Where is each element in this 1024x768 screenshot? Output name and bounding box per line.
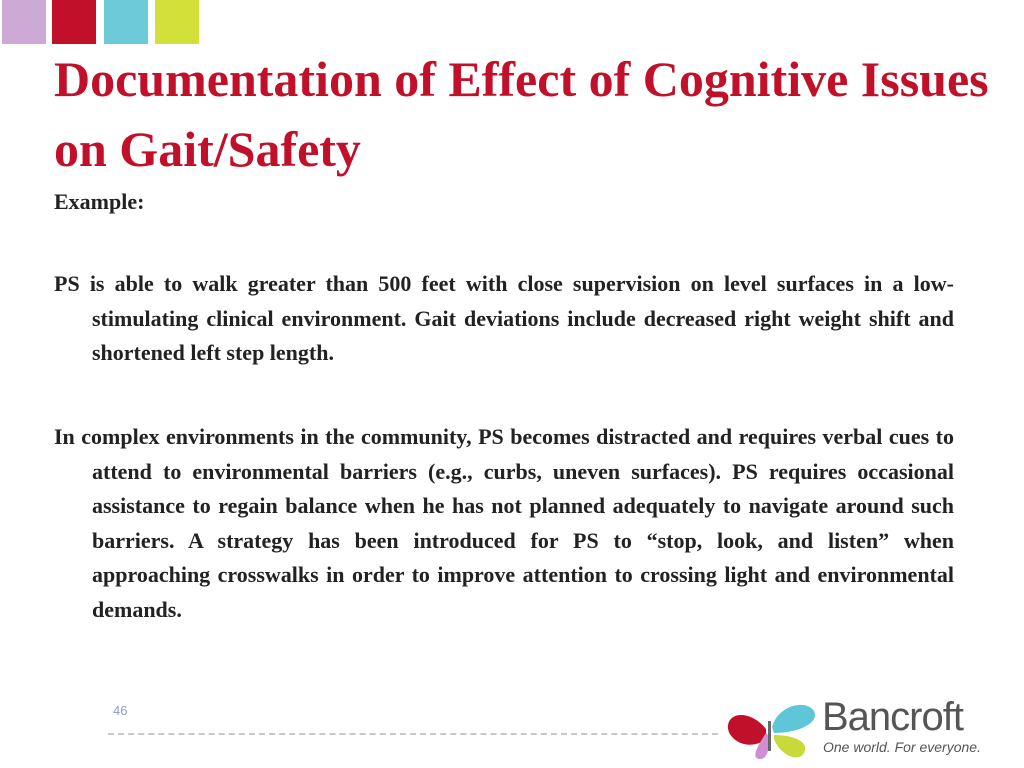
body-paragraph-2: In complex environments in the community, PS becomes distracted and requires verbal cues to attend to environmental barriers (e.g., curbs, uneven surfaces). PS requires occasional assistance to regain balance when he has not planned adequately to navigate around such barriers. A strategy has been introduced for PS to “stop, look, and listen” when approaching crosswalks in order to improve attention to crossing light and environmental demands. (54, 424, 954, 622)
decor-square-lime (155, 0, 199, 44)
butterfly-logo-icon (722, 693, 818, 763)
bancroft-logo (722, 693, 982, 763)
body-paragraph-1: PS is able to walk greater than 500 feet with close supervision on level surfaces in a low-stimulating clinical environment. Gait deviations include decreased right weight shift and shortened left step length. (54, 271, 954, 365)
decor-square-red (52, 0, 96, 44)
logo-wordmark: Bancroft (822, 695, 963, 739)
logo-tagline: One world. For everyone. (823, 739, 981, 755)
slide-title: Documentation of Effect of Cognitive Issues on Gait/Safety (54, 51, 989, 177)
page-number: 46 (113, 703, 128, 718)
footer-divider (108, 733, 718, 735)
slide-subtitle: Example: (54, 189, 145, 214)
decor-square-teal (104, 0, 148, 44)
decor-square-lavender (2, 0, 46, 44)
